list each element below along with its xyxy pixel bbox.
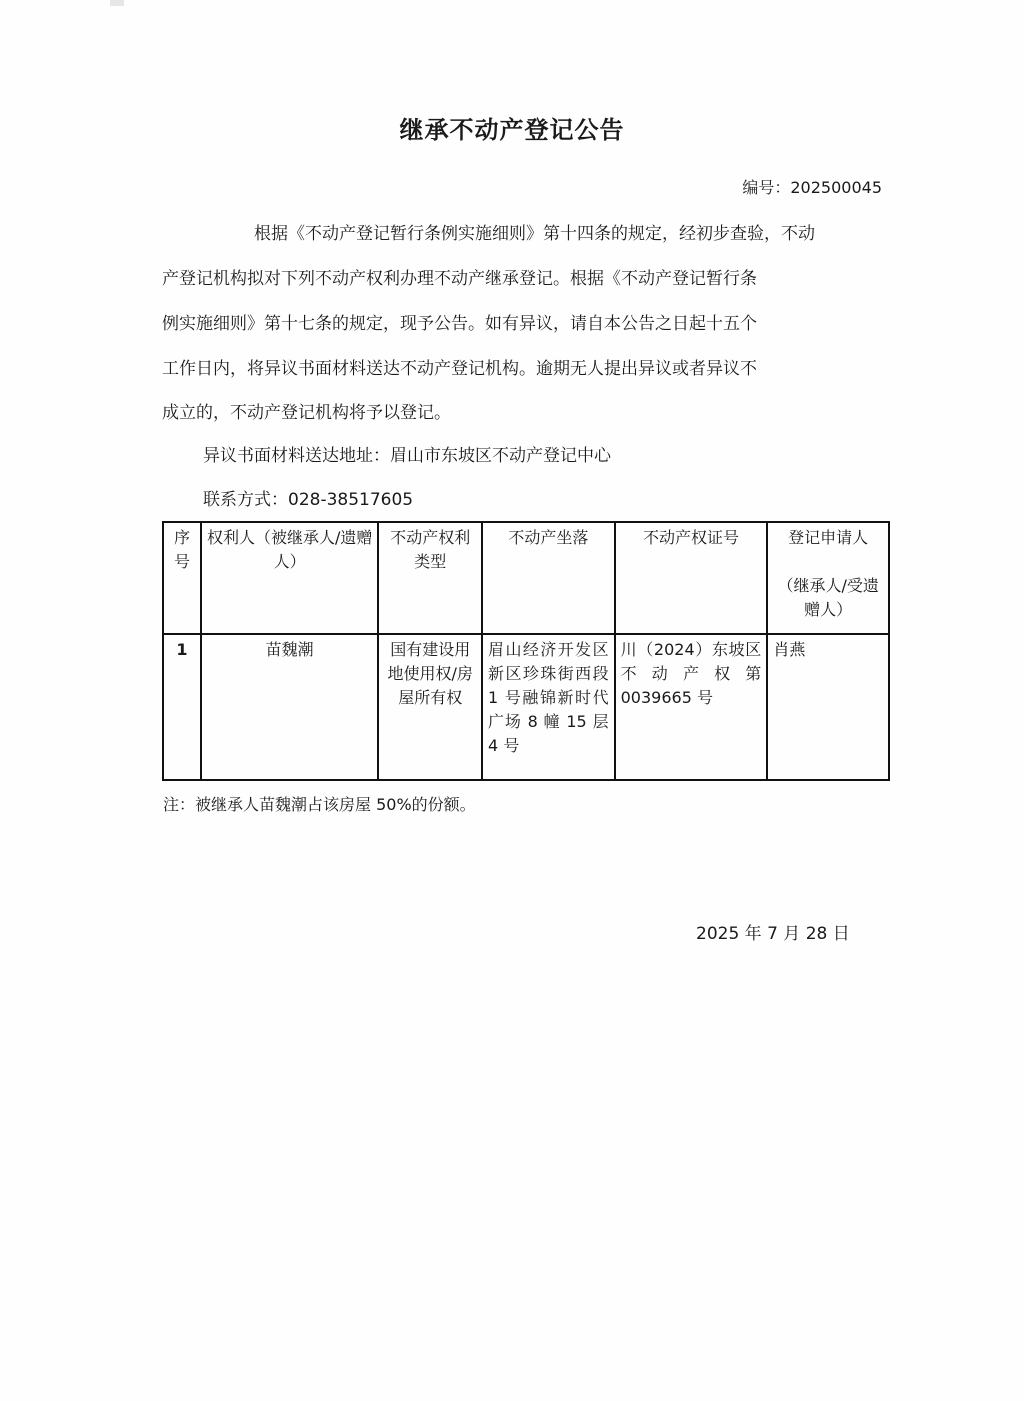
paragraph-line-5: 成立的，不动产登记机构将予以登记。 — [162, 403, 451, 423]
paragraph-line-4: 工作日内，将异议书面材料送达不动产登记机构。逾期无人提出异议或者异议不 — [162, 359, 757, 379]
header-seq: 序号 — [163, 522, 201, 634]
cell-right-type: 国有建设用地使用权/房屋所有权 — [378, 634, 482, 780]
header-location: 不动产坐落 — [482, 522, 615, 634]
scan-artifact — [110, 0, 124, 6]
table-header-row — [163, 522, 889, 634]
cell-certificate: 川（2024）东坡区不动产权第0039665 号 — [615, 634, 768, 780]
table-row — [163, 634, 889, 780]
header-owner: 权利人（被继承人/遗赠人） — [201, 522, 378, 634]
paragraph-line-2: 产登记机构拟对下列不动产权利办理不动产继承登记。根据《不动产登记暂行条 — [162, 269, 757, 289]
paragraph-line-3: 例实施细则》第十七条的规定，现予公告。如有异议，请自本公告之日起十五个 — [162, 314, 757, 334]
objection-address: 异议书面材料送达地址：眉山市东坡区不动产登记中心 — [203, 446, 611, 466]
registration-table — [162, 521, 890, 781]
cell-owner: 苗魏潮 — [201, 634, 378, 780]
cell-applicant: 肖燕 — [767, 634, 889, 780]
header-right-type: 不动产权利类型 — [378, 522, 482, 634]
paragraph-line-1: 根据《不动产登记暂行条例实施细则》第十四条的规定，经初步查验，不动 — [254, 224, 815, 244]
serial-number: 编号：202500045 — [742, 178, 882, 197]
contact-info: 联系方式：028-38517605 — [203, 490, 414, 510]
header-applicant: 登记申请人 （继承人/受遗赠人） — [767, 522, 889, 634]
table-note: 注：被继承人苗魏潮占该房屋 50%的份额。 — [163, 795, 476, 814]
announcement-date: 2025 年 7 月 28 日 — [696, 924, 850, 944]
header-certificate: 不动产权证号 — [615, 522, 768, 634]
cell-seq: 1 — [163, 634, 201, 780]
cell-location: 眉山经济开发区新区珍珠街西段 1 号融锦新时代广场 8 幢 15 层 4 号 — [482, 634, 615, 780]
document-title: 继承不动产登记公告 — [399, 116, 625, 144]
